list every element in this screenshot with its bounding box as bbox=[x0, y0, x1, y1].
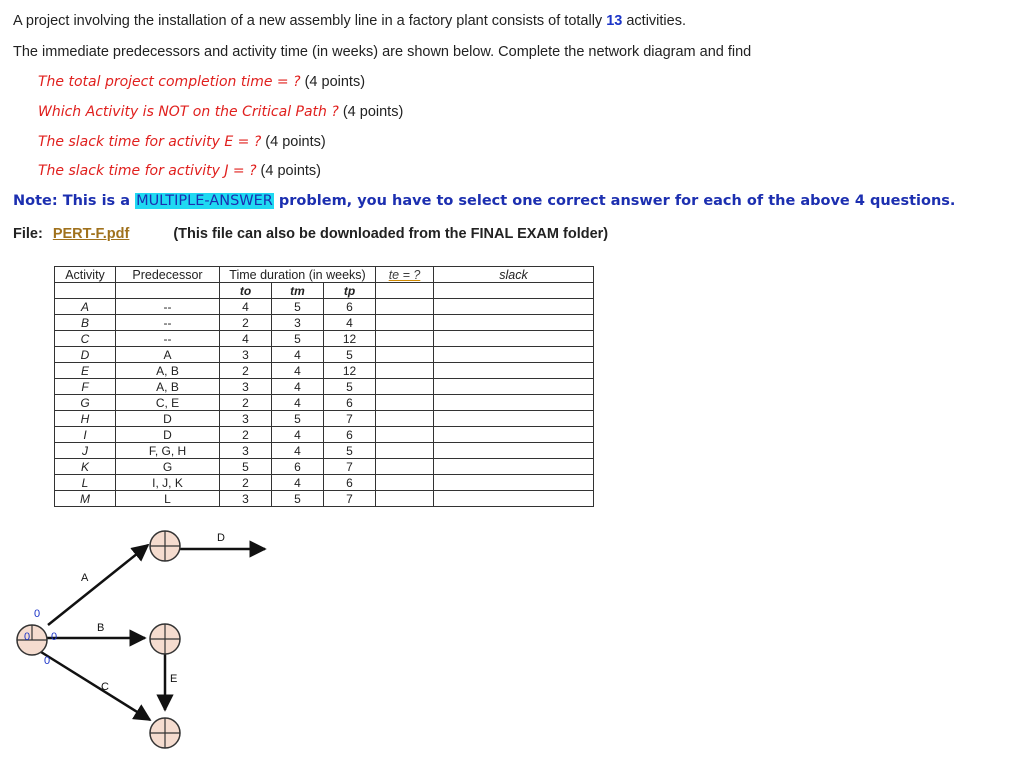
start-value-top: 0 bbox=[34, 608, 41, 620]
question-2 bbox=[38, 104, 403, 120]
tm-cell: 3 bbox=[272, 315, 324, 331]
table-row bbox=[55, 395, 594, 411]
tp-cell: 7 bbox=[324, 459, 376, 475]
question-1 bbox=[38, 74, 365, 90]
tp-cell: 6 bbox=[324, 475, 376, 491]
predecessor-cell: F, G, H bbox=[116, 443, 220, 459]
activity-count: 13 bbox=[606, 13, 623, 29]
table-row bbox=[55, 331, 594, 347]
te-cell bbox=[376, 331, 434, 347]
slack-cell bbox=[434, 299, 594, 315]
intro-text-1: A project involving the installation of a new assembly line in a factory plant consists of totally bbox=[13, 13, 607, 29]
to-cell: 4 bbox=[220, 299, 272, 315]
tm-cell: 4 bbox=[272, 427, 324, 443]
table-row bbox=[55, 427, 594, 443]
question-3 bbox=[38, 134, 326, 150]
activity-cell: F bbox=[55, 379, 116, 395]
header-duration: Time duration (in weeks) bbox=[220, 267, 376, 283]
to-cell: 3 bbox=[220, 411, 272, 427]
te-cell bbox=[376, 299, 434, 315]
slack-cell bbox=[434, 443, 594, 459]
start-value-right: 0 bbox=[51, 631, 58, 643]
table-row bbox=[55, 379, 594, 395]
node-3 bbox=[150, 624, 180, 654]
slack-cell bbox=[434, 427, 594, 443]
predecessor-cell: L bbox=[116, 491, 220, 507]
predecessor-cell: -- bbox=[116, 331, 220, 347]
predecessor-cell: D bbox=[116, 411, 220, 427]
node-start bbox=[17, 625, 47, 655]
tp-cell: 12 bbox=[324, 331, 376, 347]
activity-cell: G bbox=[55, 395, 116, 411]
activity-cell: C bbox=[55, 331, 116, 347]
question-2-text: Which Activity is NOT on the Critical Path ? bbox=[38, 104, 339, 120]
slack-cell bbox=[434, 395, 594, 411]
to-cell: 2 bbox=[220, 475, 272, 491]
table-subheader-row bbox=[55, 283, 594, 299]
question-1-points: (4 points) bbox=[300, 74, 366, 90]
tm-cell: 4 bbox=[272, 443, 324, 459]
table-row bbox=[55, 315, 594, 331]
note-prefix: Note: This is a bbox=[13, 193, 136, 209]
file-label: File: bbox=[13, 226, 43, 242]
te-cell bbox=[376, 315, 434, 331]
header-activity: Activity bbox=[55, 267, 116, 283]
table-row bbox=[55, 363, 594, 379]
activity-cell: H bbox=[55, 411, 116, 427]
subheader-tp: tp bbox=[324, 283, 376, 299]
note-line bbox=[13, 193, 955, 209]
question-4 bbox=[38, 163, 321, 179]
empty-cell bbox=[55, 283, 116, 299]
question-1-text: The total project completion time = ? bbox=[38, 74, 301, 90]
slack-cell bbox=[434, 491, 594, 507]
table-body bbox=[55, 283, 594, 507]
question-3-text: The slack time for activity E = ? bbox=[38, 134, 262, 150]
header-slack: slack bbox=[434, 267, 594, 283]
te-cell bbox=[376, 411, 434, 427]
activity-cell: M bbox=[55, 491, 116, 507]
header-predecessor: Predecessor bbox=[116, 267, 220, 283]
predecessor-cell: G bbox=[116, 459, 220, 475]
to-cell: 5 bbox=[220, 459, 272, 475]
to-cell: 2 bbox=[220, 363, 272, 379]
start-value-bottom: 0 bbox=[44, 655, 51, 667]
slack-cell bbox=[434, 315, 594, 331]
activity-cell: E bbox=[55, 363, 116, 379]
te-cell bbox=[376, 491, 434, 507]
activity-cell: I bbox=[55, 427, 116, 443]
tm-cell: 4 bbox=[272, 475, 324, 491]
tm-cell: 5 bbox=[272, 411, 324, 427]
edge-a bbox=[48, 545, 148, 625]
predecessor-cell: -- bbox=[116, 299, 220, 315]
label-e: E bbox=[170, 673, 178, 685]
subheader-tm: tm bbox=[272, 283, 324, 299]
te-cell bbox=[376, 347, 434, 363]
label-a: A bbox=[81, 572, 89, 584]
table-row bbox=[55, 459, 594, 475]
slack-cell bbox=[434, 363, 594, 379]
to-cell: 2 bbox=[220, 395, 272, 411]
activity-cell: J bbox=[55, 443, 116, 459]
file-note: (This file can also be downloaded from the FINAL EXAM folder) bbox=[173, 226, 609, 242]
note-suffix: problem, you have to select one correct answer for each of the above 4 questions. bbox=[273, 193, 956, 209]
node-4 bbox=[150, 718, 180, 748]
te-cell bbox=[376, 379, 434, 395]
question-4-text: The slack time for activity J = ? bbox=[38, 163, 257, 179]
slack-cell bbox=[434, 379, 594, 395]
to-cell: 2 bbox=[220, 315, 272, 331]
tp-cell: 6 bbox=[324, 299, 376, 315]
tp-cell: 5 bbox=[324, 379, 376, 395]
tm-cell: 5 bbox=[272, 299, 324, 315]
to-cell: 3 bbox=[220, 347, 272, 363]
network-diagram bbox=[0, 500, 300, 763]
predecessor-cell: D bbox=[116, 427, 220, 443]
file-line bbox=[13, 226, 608, 242]
start-value-left: 0 bbox=[24, 631, 31, 643]
label-d: D bbox=[217, 532, 225, 544]
header-te-text: te = ? bbox=[388, 267, 421, 282]
tm-cell: 6 bbox=[272, 459, 324, 475]
tm-cell: 5 bbox=[272, 331, 324, 347]
label-c: C bbox=[101, 681, 109, 693]
subheader-to: to bbox=[220, 283, 272, 299]
tp-cell: 6 bbox=[324, 427, 376, 443]
question-2-points: (4 points) bbox=[338, 104, 404, 120]
slack-cell bbox=[434, 411, 594, 427]
tm-cell: 4 bbox=[272, 379, 324, 395]
pert-table bbox=[54, 266, 594, 507]
table-row bbox=[55, 475, 594, 491]
intro-line-2: The immediate predecessors and activity time (in weeks) are shown below. Complete the network diagram and find bbox=[13, 44, 752, 60]
tp-cell: 5 bbox=[324, 443, 376, 459]
te-cell bbox=[376, 475, 434, 491]
te-cell bbox=[376, 459, 434, 475]
to-cell: 3 bbox=[220, 379, 272, 395]
tm-cell: 4 bbox=[272, 347, 324, 363]
intro-text-1-end: activities. bbox=[622, 13, 687, 29]
table-row bbox=[55, 443, 594, 459]
tp-cell: 12 bbox=[324, 363, 376, 379]
question-4-points: (4 points) bbox=[256, 163, 322, 179]
table-row bbox=[55, 411, 594, 427]
te-cell bbox=[376, 427, 434, 443]
predecessor-cell: A bbox=[116, 347, 220, 363]
activity-cell: L bbox=[55, 475, 116, 491]
tm-cell: 4 bbox=[272, 395, 324, 411]
question-3-points: (4 points) bbox=[261, 134, 326, 150]
tp-cell: 5 bbox=[324, 347, 376, 363]
predecessor-cell: A, B bbox=[116, 379, 220, 395]
activity-cell: D bbox=[55, 347, 116, 363]
tp-cell: 7 bbox=[324, 411, 376, 427]
note-highlight: MULTIPLE-ANSWER bbox=[136, 193, 273, 209]
empty-cell bbox=[116, 283, 220, 299]
predecessor-cell: A, B bbox=[116, 363, 220, 379]
slack-cell bbox=[434, 459, 594, 475]
node-2 bbox=[150, 531, 180, 561]
tm-cell: 4 bbox=[272, 363, 324, 379]
file-link[interactable]: PERT-F.pdf bbox=[52, 226, 130, 242]
te-cell bbox=[376, 283, 434, 299]
tm-cell: 5 bbox=[272, 491, 324, 507]
intro-line-1 bbox=[13, 13, 686, 29]
slack-cell bbox=[434, 331, 594, 347]
to-cell: 3 bbox=[220, 443, 272, 459]
table-row bbox=[55, 347, 594, 363]
activity-cell: B bbox=[55, 315, 116, 331]
te-cell bbox=[376, 395, 434, 411]
to-cell: 4 bbox=[220, 331, 272, 347]
activity-cell: K bbox=[55, 459, 116, 475]
to-cell: 3 bbox=[220, 491, 272, 507]
tp-cell: 4 bbox=[324, 315, 376, 331]
activity-cell: A bbox=[55, 299, 116, 315]
to-cell: 2 bbox=[220, 427, 272, 443]
predecessor-cell: C, E bbox=[116, 395, 220, 411]
table-row bbox=[55, 299, 594, 315]
slack-cell bbox=[434, 475, 594, 491]
edge-c bbox=[41, 652, 150, 720]
te-cell bbox=[376, 363, 434, 379]
predecessor-cell: -- bbox=[116, 315, 220, 331]
label-b: B bbox=[97, 622, 105, 634]
predecessor-cell: I, J, K bbox=[116, 475, 220, 491]
tp-cell: 7 bbox=[324, 491, 376, 507]
slack-cell bbox=[434, 283, 594, 299]
slack-cell bbox=[434, 347, 594, 363]
header-te bbox=[376, 267, 434, 283]
tp-cell: 6 bbox=[324, 395, 376, 411]
te-cell bbox=[376, 443, 434, 459]
